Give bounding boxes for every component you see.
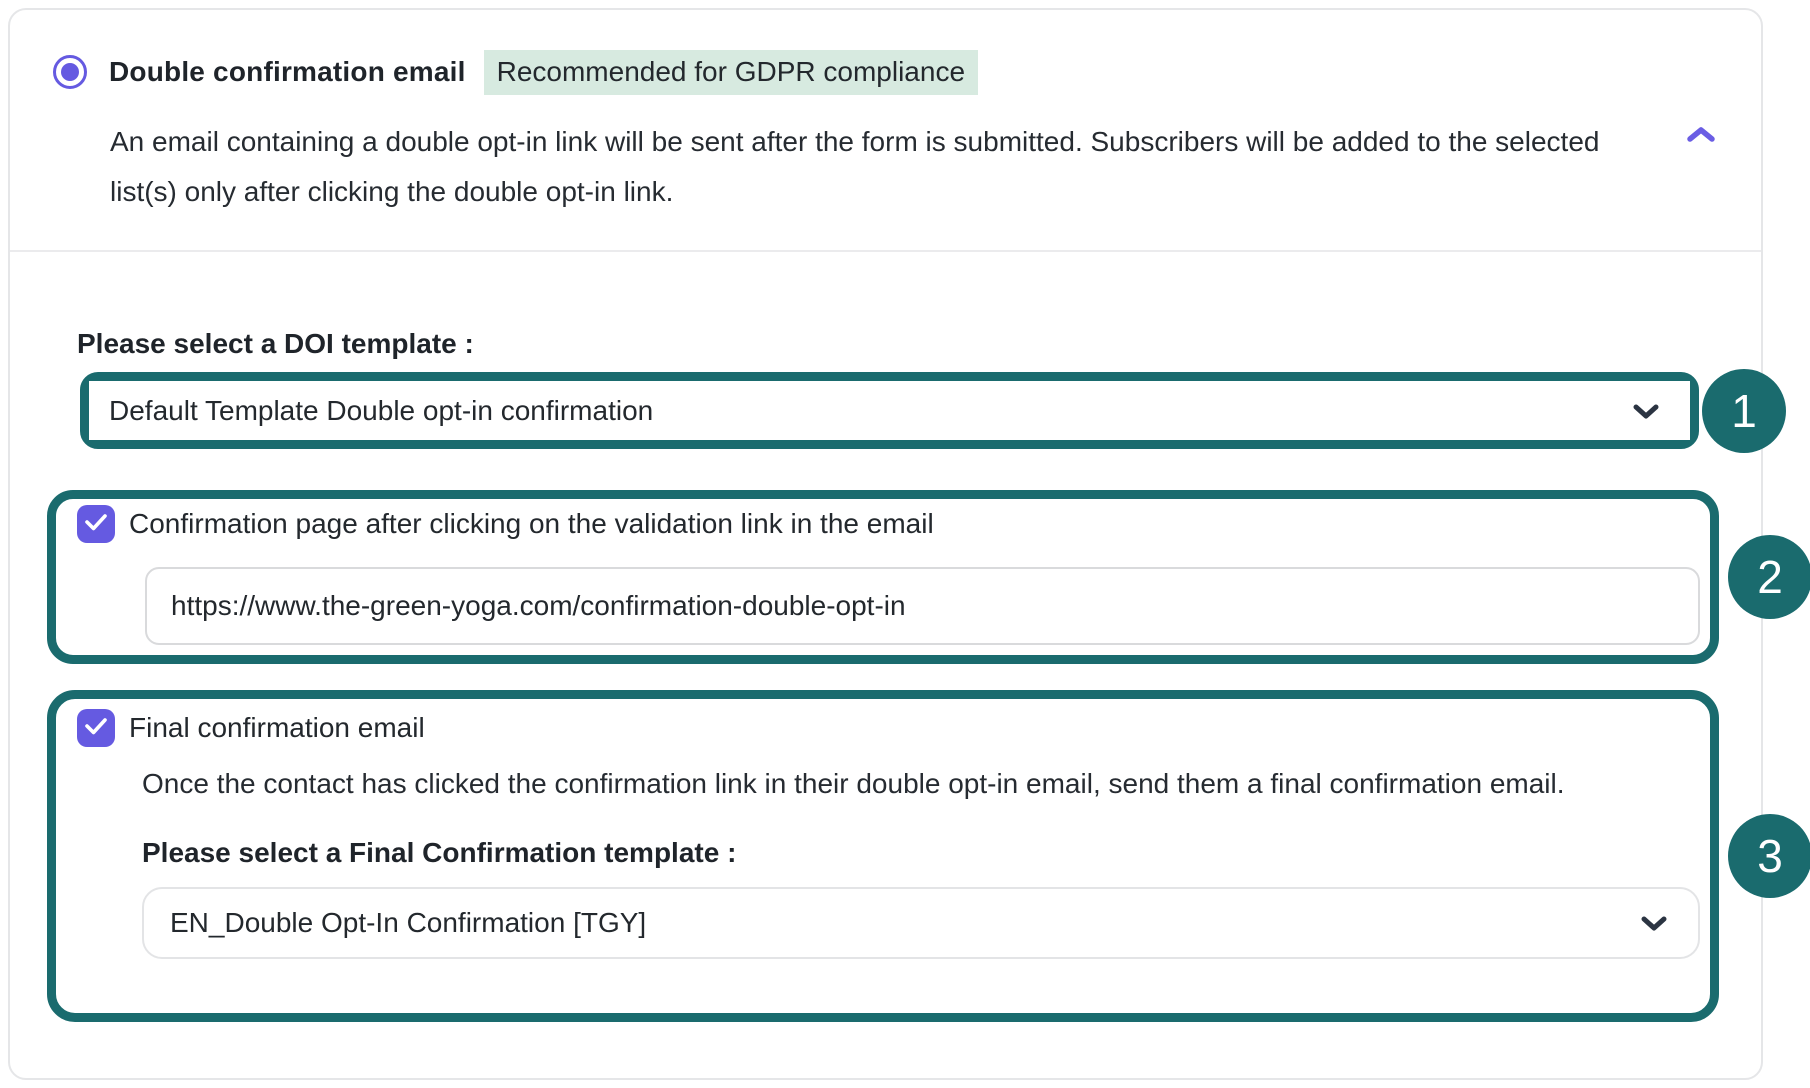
confirmation-page-checkbox[interactable] — [77, 505, 115, 543]
confirmation-page-label: Confirmation page after clicking on the validation link in the email — [129, 508, 934, 539]
final-confirmation-checkbox-row — [77, 709, 1710, 747]
doi-template-label: Please select a DOI template : — [77, 328, 474, 359]
final-template-select[interactable] — [142, 887, 1700, 959]
annotation-number-1: 1 — [1702, 369, 1786, 453]
chevron-down-icon — [1632, 395, 1660, 427]
doi-template-selected-value: Default Template Double opt-in confirmation — [109, 394, 654, 426]
final-confirmation-description: Once the contact has clicked the confirmation link in their double opt-in email, send them a final confirmation email. — [142, 768, 1565, 799]
confirmation-page-checkbox-row — [77, 505, 1710, 543]
confirmation-url-input[interactable] — [145, 567, 1700, 645]
doi-template-select[interactable] — [89, 381, 1690, 440]
check-icon — [84, 512, 108, 537]
annotation-box-1 — [80, 372, 1757, 449]
radio-row — [53, 50, 1611, 95]
section-description: An email containing a double opt-in link will be sent after the form is submitted. Subscribers will be added to the selected list(s) only after clicking the double opt-in link. — [110, 125, 1600, 207]
final-confirmation-label: Final confirmation email — [129, 712, 425, 743]
final-template-selected-value: EN_Double Opt-In Confirmation [TGY] — [170, 907, 647, 938]
annotation-number-3: 3 — [1728, 814, 1810, 898]
gdpr-badge: Recommended for GDPR compliance — [484, 50, 978, 95]
section-title: Double confirmation email — [109, 56, 466, 88]
check-icon — [84, 716, 108, 741]
double-confirmation-radio[interactable] — [53, 55, 87, 89]
double-confirmation-header — [10, 10, 1761, 250]
annotation-box-3 — [47, 690, 1783, 1022]
chevron-down-icon — [1640, 907, 1668, 939]
final-template-label: Please select a Final Confirmation template : — [142, 837, 737, 868]
annotation-box-2 — [47, 490, 1783, 664]
radio-dot — [61, 63, 79, 81]
final-confirmation-checkbox[interactable] — [77, 709, 115, 747]
doi-settings-body — [10, 252, 1783, 1022]
annotation-number-2: 2 — [1728, 535, 1810, 619]
collapse-button[interactable] — [1681, 120, 1721, 152]
chevron-up-icon — [1686, 125, 1716, 148]
double-optin-settings-card — [8, 8, 1783, 1080]
